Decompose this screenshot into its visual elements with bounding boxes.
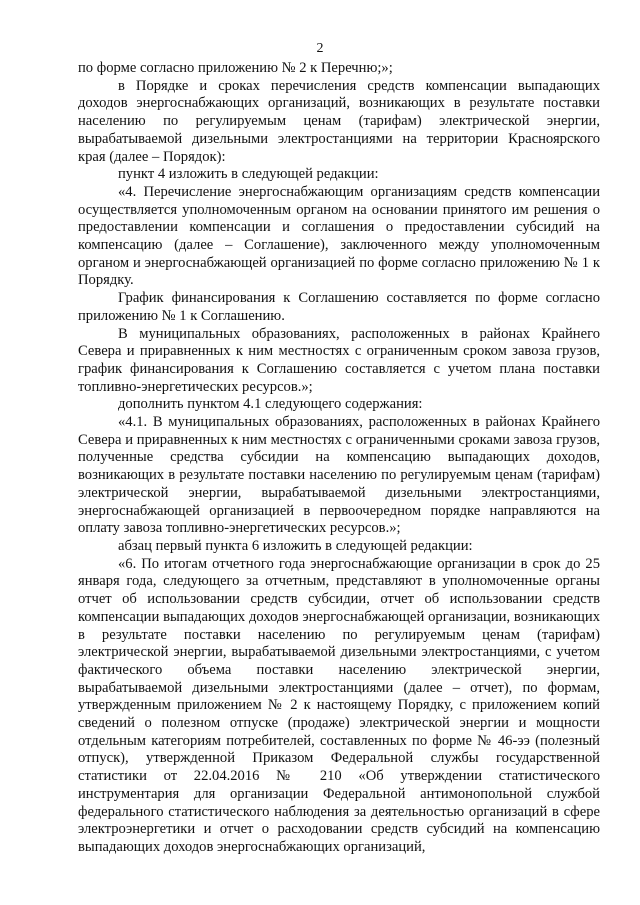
paragraph: по форме согласно приложению № 2 к Перечню;»; (78, 60, 393, 76)
document-body (78, 60, 600, 857)
paragraph: График финансирования к Соглашению составляется по форме согласно приложению № 1 к Соглашению. (78, 290, 600, 324)
paragraph: В муниципальных образованиях, расположенных в районах Крайнего Севера и приравненных к ним местностях с ограниченным сроком завоза грузов, график финансирования к Соглашению составляется с учетом плана поставки топливно-энергетических ресурсов.»; (78, 325, 600, 395)
paragraph: пункт 4 изложить в следующей редакции: (118, 166, 379, 183)
paragraph: в Порядке и сроках перечисления средств компенсации выпадающих доходов энергоснабжающих организаций, возникающих в результате поставки населению по регулируемым ценам (тарифам) электрической энергии, вырабатываемой дизельными электростанциями на территории Красноярского края (далее – Порядок): (78, 77, 600, 165)
paragraph: «4.1. В муниципальных образованиях, расположенных в районах Крайнего Севера и приравненных к ним местностях с ограниченными сроками завоза грузов, полученные средства субсидии на компенсацию выпадающих доходов, возникающих в результате поставки населению по регулируемым ценам (тарифам) электрической энергии, вырабатываемой дизельными электростанциями, энергоснабжающей организацией в первоочередном порядке направляются на оплату завоза топливно-энергетических ресурсов.»; (78, 414, 600, 537)
paragraph: «4. Перечисление энергоснабжающим организациям средств компенсации осуществляется уполномоченным органом на основании принятого им решения о предоставлении компенсации и соглашения о предоставлении субсидий на компенсацию (далее – Соглашение), заключенного между уполномоченным органом и энергоснабжающей организацией по форме согласно приложению № 1 к Порядку. (78, 183, 600, 289)
page-number: 2 (316, 41, 324, 56)
paragraph: «6. По итогам отчетного года энергоснабжающие организации в срок до 25 января года, следующего за отчетным, представляют в уполномоченные органы отчет об использовании средств субсидии, отчет об использовании средств компенсации выпадающих доходов энергоснабжающей организации, возникающих в результате поставки населению по регулируемым ценам (тарифам) электрической энергии, вырабатываемой дизельными электростанциями, с учетом фактического объема поставки населению электрической энергии, вырабатываемой дизельными электростанциями (далее – отчет), по формам, утвержденным приложением № 2 к настоящему Порядку, с приложением копий сведений о полезном отпуске (продаже) электрической энергии и мощности отдельным категориям потребителей, составленных по форме № 46-ээ (полезный отпуск), утвержденной Приказом Федеральной службы государственной статистики от 22.04.2016 № 210 «Об утверждении статистического инструментария для организации Федеральной антимонопольной службой федерального статистического наблюдения за деятельностью организаций в сфере электроэнергетики и отчет о расходовании средств субсидий на компенсацию выпадающих доходов энергоснабжающих организаций, (78, 555, 600, 855)
paragraph: абзац первый пункта 6 изложить в следующей редакции: (118, 537, 473, 554)
paragraph: дополнить пунктом 4.1 следующего содержания: (118, 396, 423, 413)
